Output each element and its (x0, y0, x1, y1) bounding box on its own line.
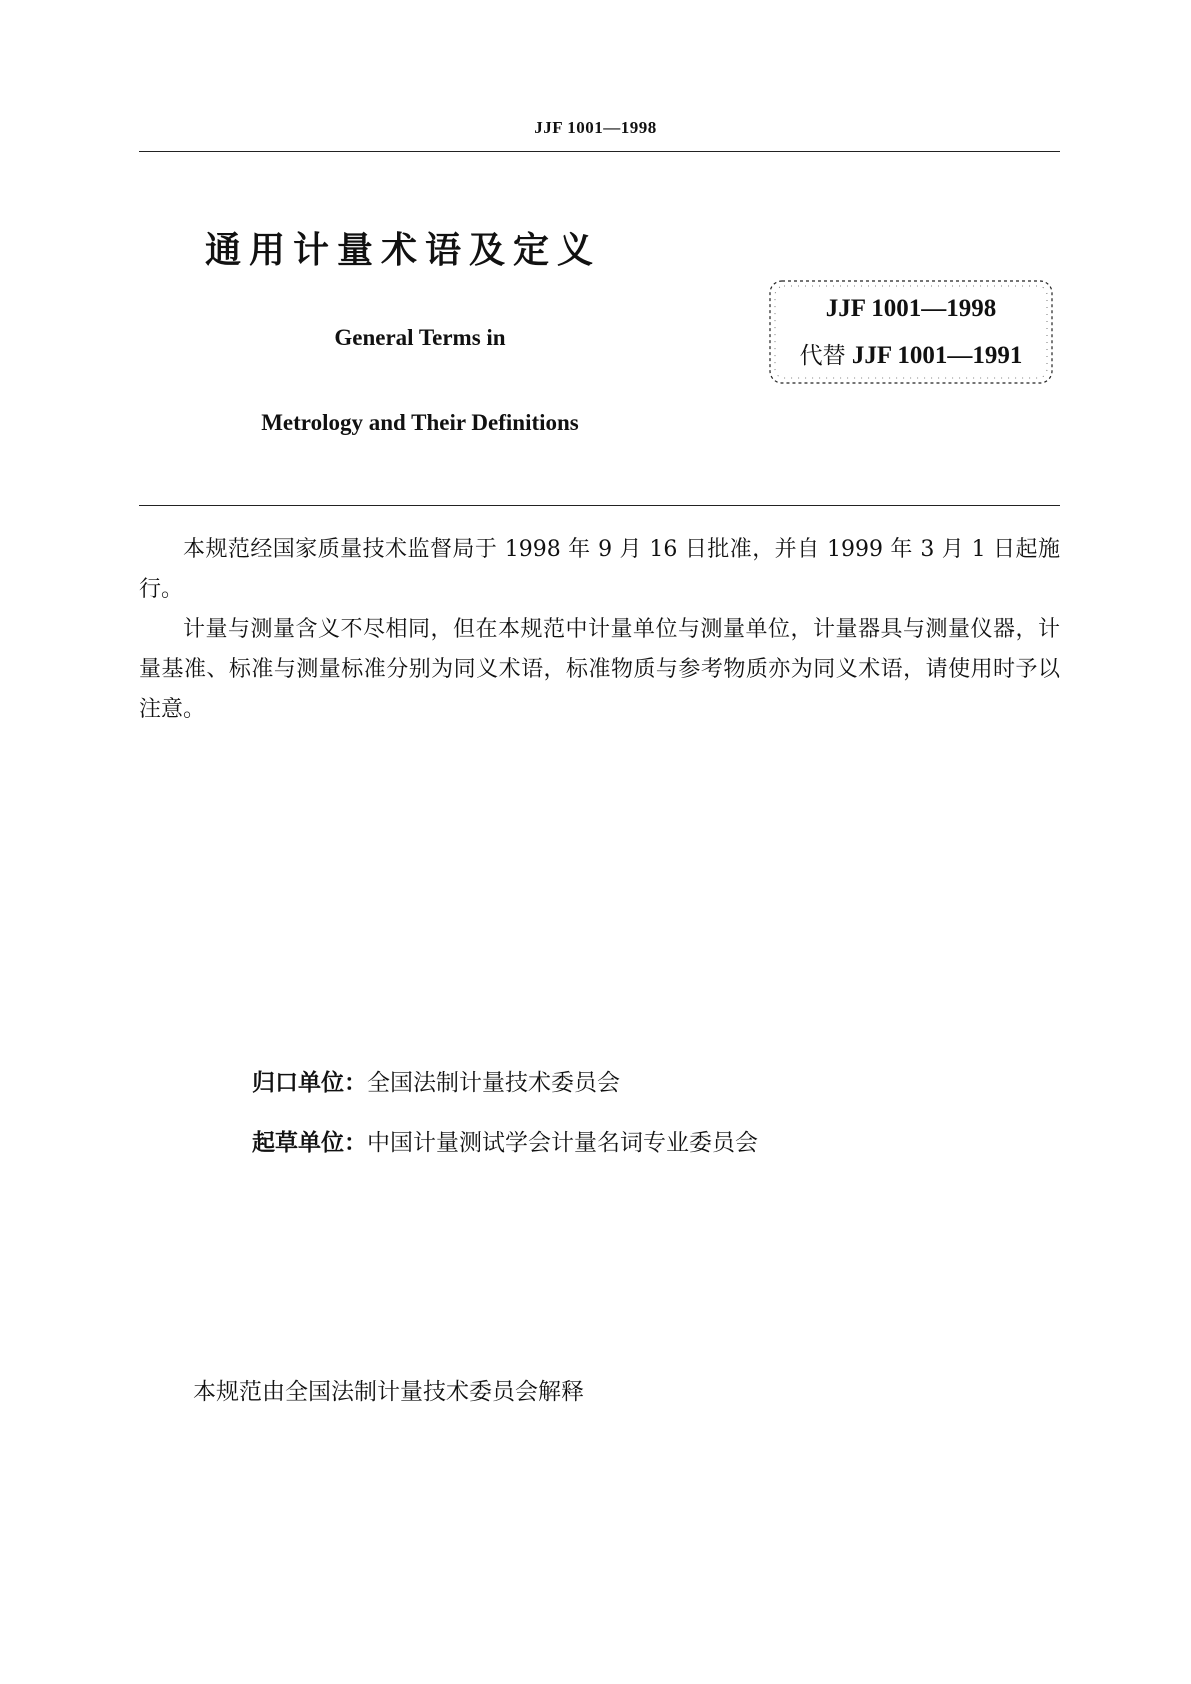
page-title-en-line1: General Terms in (334, 325, 506, 350)
responsible-unit-value: 全国法制计量技术委员会 (367, 1070, 620, 1096)
synonym-note-paragraph: 计量与测量含义不尽相同，但在本规范中计量单位与测量单位，计量器具与测量仪器，计量基准、标准与测量标准分别为同义术语，标准物质与参考物质亦为同义术语，请使用时予以注意。 (139, 617, 1060, 722)
interpretation-note: 本规范由全国法制计量技术委员会解释 (193, 1379, 584, 1405)
replaces-number: JJF 1001—1991 (851, 342, 1023, 369)
page-title-en-line2: Metrology and Their Definitions (261, 410, 579, 435)
header-standard-code: JJF 1001—1998 (534, 118, 657, 137)
replaces-line (766, 337, 1056, 370)
drafting-unit-value: 中国计量测试学会计量名词专业委员会 (367, 1130, 758, 1156)
page-title-zh: 通用计量术语及定义 (205, 230, 602, 271)
replaces-prefix: 代替 (799, 343, 846, 369)
body-text (139, 530, 1060, 730)
header-rule (139, 151, 1060, 152)
decorative-border (766, 277, 1056, 387)
title-rule (139, 505, 1060, 506)
responsible-unit-label: 归口单位： (252, 1070, 367, 1096)
responsible-unit-row (252, 1064, 620, 1097)
standard-number: JJF 1001—1998 (825, 295, 997, 322)
approval-paragraph: 本规范经国家质量技术监督局于 1998 年 9 月 16 日批准，并自 1999 年 3 月 1 日起施行。 (139, 537, 1060, 602)
drafting-unit-label: 起草单位： (252, 1130, 367, 1156)
drafting-unit-row (252, 1124, 758, 1157)
standard-number-box (766, 277, 1056, 387)
